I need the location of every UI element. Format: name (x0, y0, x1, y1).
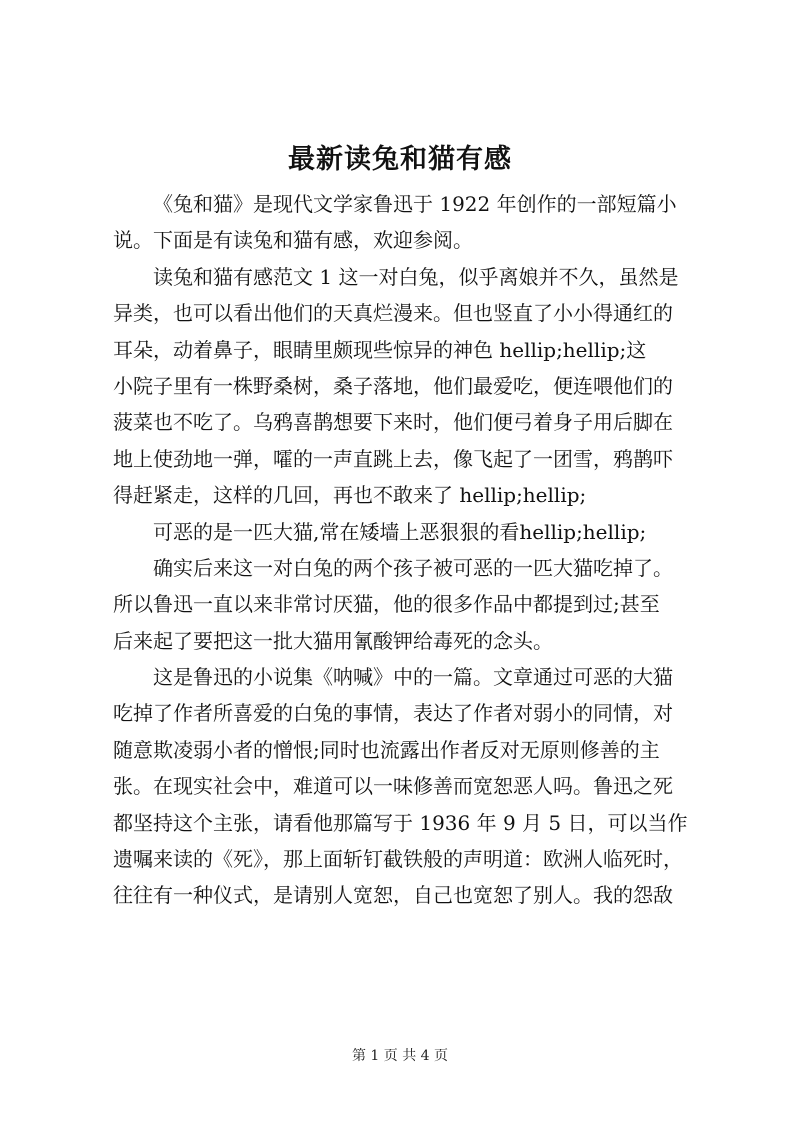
document-body (113, 186, 703, 914)
text-line: 遗嘱来读的《死》，那上面斩钉截铁般的声明道：欧洲人临死时， (113, 847, 683, 872)
text-line: 耳朵，动着鼻子，眼睛里颇现些惊异的神色 hellip;hellip;这 (113, 337, 647, 362)
text-line: 读兔和猫有感范文 1 这一对白兔，似乎离娘并不久，虽然是 (153, 264, 679, 289)
page-number-footer: 第 1 页 共 4 页 (351, 1048, 449, 1064)
text-line: 得赶紧走，这样的几回，再也不敢来了 hellip;hellip; (113, 483, 587, 508)
text-line: 可恶的是一匹大猫,常在矮墙上恶狠狠的看hellip;hellip; (153, 519, 647, 544)
text-line: 确实后来这一对白兔的两个孩子被可恶的一匹大猫吃掉了。 (153, 555, 673, 580)
text-line: 吃掉了作者所喜爱的白兔的事情，表达了作者对弱小的同情，对 (113, 701, 673, 726)
text-line: 所以鲁迅一直以来非常讨厌猫，他的很多作品中都提到过;甚至 (113, 592, 660, 617)
text-line: 地上使劲地一弹，嚯的一声直跳上去，像飞起了一团雪，鸦鹊吓 (113, 446, 673, 471)
text-line: 随意欺凌弱小者的憎恨;同时也流露出作者反对无原则修善的主 (113, 737, 660, 762)
text-line: 这是鲁迅的小说集《呐喊》中的一篇。文章通过可恶的大猫 (153, 665, 673, 690)
document-title: 最新读兔和猫有感 (288, 144, 512, 175)
text-line: 后来起了要把这一批大猫用氰酸钾给毒死的念头。 (113, 628, 553, 653)
text-line: 说。下面是有读兔和猫有感，欢迎参阅。 (113, 228, 473, 253)
text-line: 张。在现实社会中，难道可以一味修善而宽恕恶人吗。鲁迅之死 (113, 774, 673, 799)
text-line: 《兔和猫》是现代文学家鲁迅于 1922 年创作的一部短篇小 (153, 192, 677, 216)
text-line: 小院子里有一株野桑树，桑子落地，他们最爱吃，便连喂他们的 (113, 373, 673, 398)
text-line: 往往有一种仪式，是请别人宽恕，自己也宽恕了别人。我的怨敌 (113, 883, 673, 908)
text-line: 异类，也可以看出他们的天真烂漫来。但也竖直了小小得通红的 (113, 301, 673, 326)
text-line: 都坚持这个主张，请看他那篇写于 1936 年 9 月 5 日，可以当作 (113, 810, 688, 835)
text-line: 菠菜也不吃了。乌鸦喜鹊想要下来时，他们便弓着身子用后脚在 (113, 410, 673, 435)
